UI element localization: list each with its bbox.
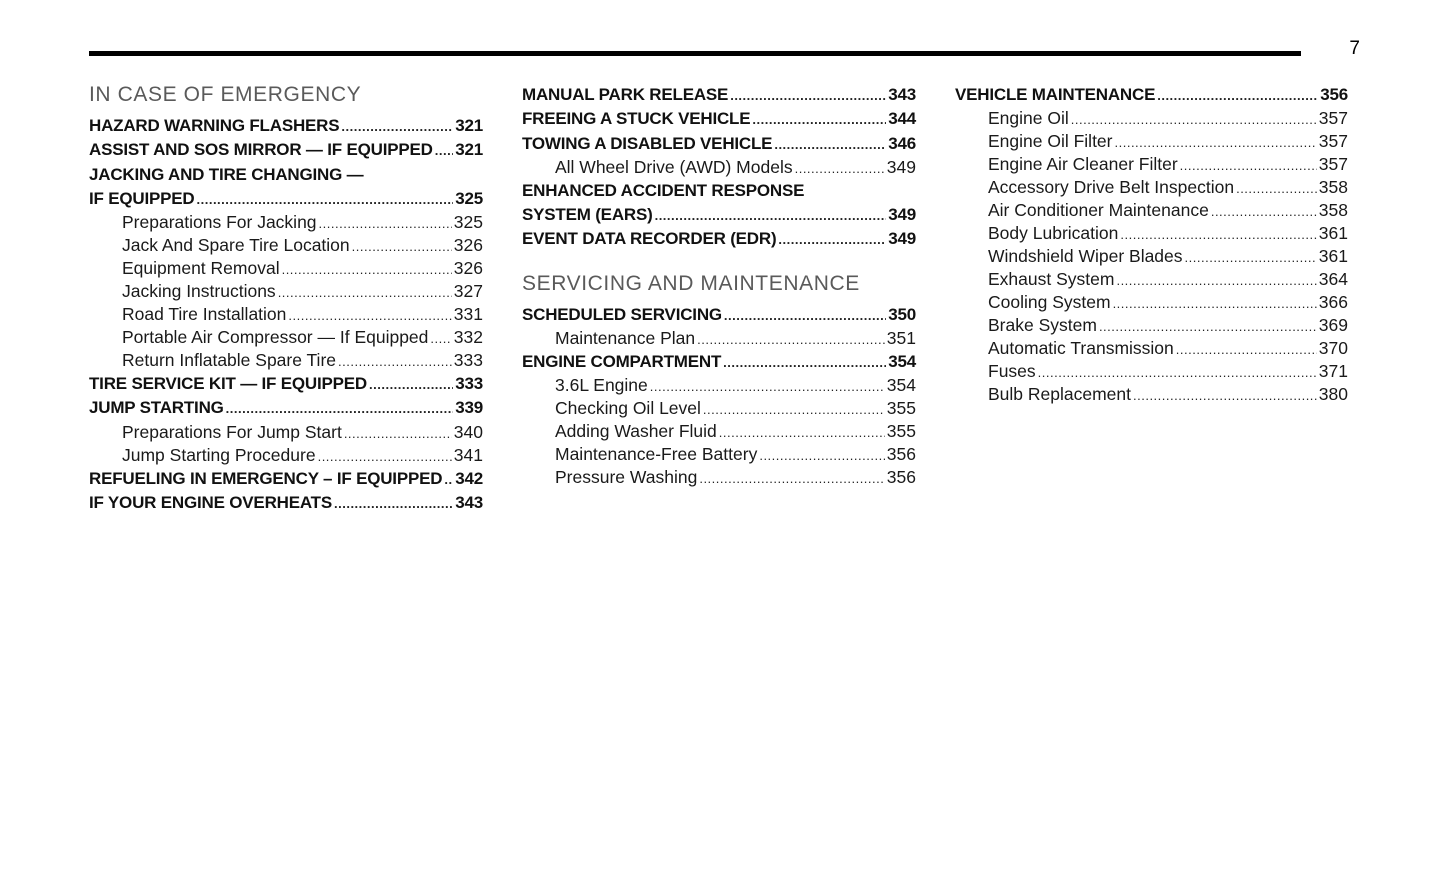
toc-entry-system-ears[interactable]: SYSTEM (EARS) ..... 349 (522, 203, 916, 227)
toc-entry-engine-oil[interactable]: Engine Oil ..... 357 (955, 107, 1348, 130)
toc-entry-body-lubrication[interactable]: Body Lubrication ..... 361 (955, 222, 1348, 245)
toc-entry-automatic-transmission[interactable]: Automatic Transmission ..... 370 (955, 337, 1348, 360)
toc-entry-manual-park-release[interactable]: MANUAL PARK RELEASE ..... 343 (522, 83, 916, 107)
toc-entry-adding-washer-fluid[interactable]: Adding Washer Fluid ..... 355 (522, 420, 916, 443)
toc-entry-portable-air-compressor[interactable]: Portable Air Compressor — If Equipped ..... 332 (89, 326, 483, 349)
toc-entry-towing-disabled-vehicle[interactable]: TOWING A DISABLED VEHICLE ..... 346 (522, 132, 916, 156)
toc-entry-preparations-for-jacking[interactable]: Preparations For Jacking ..... 325 (89, 211, 483, 234)
toc-entry-freeing-stuck-vehicle[interactable]: FREEING A STUCK VEHICLE ..... 344 (522, 107, 916, 131)
toc-entry-assist-sos-mirror[interactable]: ASSIST AND SOS MIRROR — IF EQUIPPED ..... 321 (89, 138, 483, 162)
toc-column-middle (522, 81, 916, 489)
toc-entry-jump-starting[interactable]: JUMP STARTING ..... 339 (89, 396, 483, 420)
toc-entry-tire-service-kit[interactable]: TIRE SERVICE KIT — IF EQUIPPED ..... 333 (89, 372, 483, 396)
section-heading-servicing: SERVICING AND MAINTENANCE (522, 271, 860, 295)
toc-entry-jump-starting-procedure[interactable]: Jump Starting Procedure ..... 341 (89, 444, 483, 467)
toc-entry-event-data-recorder[interactable]: EVENT DATA RECORDER (EDR) ..... 349 (522, 227, 916, 251)
toc-entry-bulb-replacement[interactable]: Bulb Replacement ..... 380 (955, 383, 1348, 406)
toc-column-emergency (89, 81, 483, 515)
header-rule (89, 51, 1301, 56)
toc-entry-3-6l-engine[interactable]: 3.6L Engine ..... 354 (522, 374, 916, 397)
toc-entry-vehicle-maintenance[interactable]: VEHICLE MAINTENANCE ..... 356 (955, 83, 1348, 107)
toc-entry-awd-models[interactable]: All Wheel Drive (AWD) Models ..... 349 (522, 156, 916, 179)
toc-entry-brake-system[interactable]: Brake System ..... 369 (955, 314, 1348, 337)
toc-entry-jacking-if-equipped[interactable]: IF EQUIPPED ..... 325 (89, 187, 483, 211)
toc-entry-refueling-emergency[interactable]: REFUELING IN EMERGENCY – IF EQUIPPED ..... 342 (89, 467, 483, 491)
page-number: 7 (1349, 38, 1360, 59)
toc-entry-enhanced-accident-response[interactable]: ENHANCED ACCIDENT RESPONSE (522, 180, 805, 200)
toc-entry-return-inflatable-spare[interactable]: Return Inflatable Spare Tire ..... 333 (89, 349, 483, 372)
section-heading-emergency: IN CASE OF EMERGENCY (89, 83, 362, 106)
toc-entry-pressure-washing[interactable]: Pressure Washing ..... 356 (522, 466, 916, 489)
toc-entry-cooling-system[interactable]: Cooling System ..... 366 (955, 291, 1348, 314)
toc-entry-engine-oil-filter[interactable]: Engine Oil Filter ..... 357 (955, 130, 1348, 153)
toc-entry-hazard-warning-flashers[interactable]: HAZARD WARNING FLASHERS ..... 321 (89, 114, 483, 138)
toc-entry-fuses[interactable]: Fuses ..... 371 (955, 360, 1348, 383)
toc-entry-jack-spare-tire-location[interactable]: Jack And Spare Tire Location ..... 326 (89, 234, 483, 257)
toc-column-vehicle-maintenance (955, 81, 1348, 406)
toc-entry-equipment-removal[interactable]: Equipment Removal ..... 326 (89, 257, 483, 280)
toc-entry-exhaust-system[interactable]: Exhaust System ..... 364 (955, 268, 1348, 291)
toc-entry-scheduled-servicing[interactable]: SCHEDULED SERVICING ..... 350 (522, 303, 916, 327)
toc-entry-engine-compartment[interactable]: ENGINE COMPARTMENT ..... 354 (522, 350, 916, 374)
toc-entry-air-conditioner-maintenance[interactable]: Air Conditioner Maintenance ..... 358 (955, 199, 1348, 222)
toc-entry-windshield-wiper-blades[interactable]: Windshield Wiper Blades ..... 361 (955, 245, 1348, 268)
toc-entry-engine-air-cleaner-filter[interactable]: Engine Air Cleaner Filter ..... 357 (955, 153, 1348, 176)
toc-entry-preparations-jump-start[interactable]: Preparations For Jump Start ..... 340 (89, 421, 483, 444)
toc-entry-checking-oil-level[interactable]: Checking Oil Level ..... 355 (522, 397, 916, 420)
toc-entry-accessory-drive-belt[interactable]: Accessory Drive Belt Inspection ..... 358 (955, 176, 1348, 199)
toc-entry-jacking-instructions[interactable]: Jacking Instructions ..... 327 (89, 280, 483, 303)
toc-entry-maintenance-plan[interactable]: Maintenance Plan ..... 351 (522, 327, 916, 350)
toc-entry-engine-overheats[interactable]: IF YOUR ENGINE OVERHEATS ..... 343 (89, 491, 483, 515)
toc-entry-road-tire-installation[interactable]: Road Tire Installation ..... 331 (89, 303, 483, 326)
toc-entry-jacking-tire-changing[interactable]: JACKING AND TIRE CHANGING — (89, 164, 364, 184)
toc-entry-maintenance-free-battery[interactable]: Maintenance-Free Battery ..... 356 (522, 443, 916, 466)
